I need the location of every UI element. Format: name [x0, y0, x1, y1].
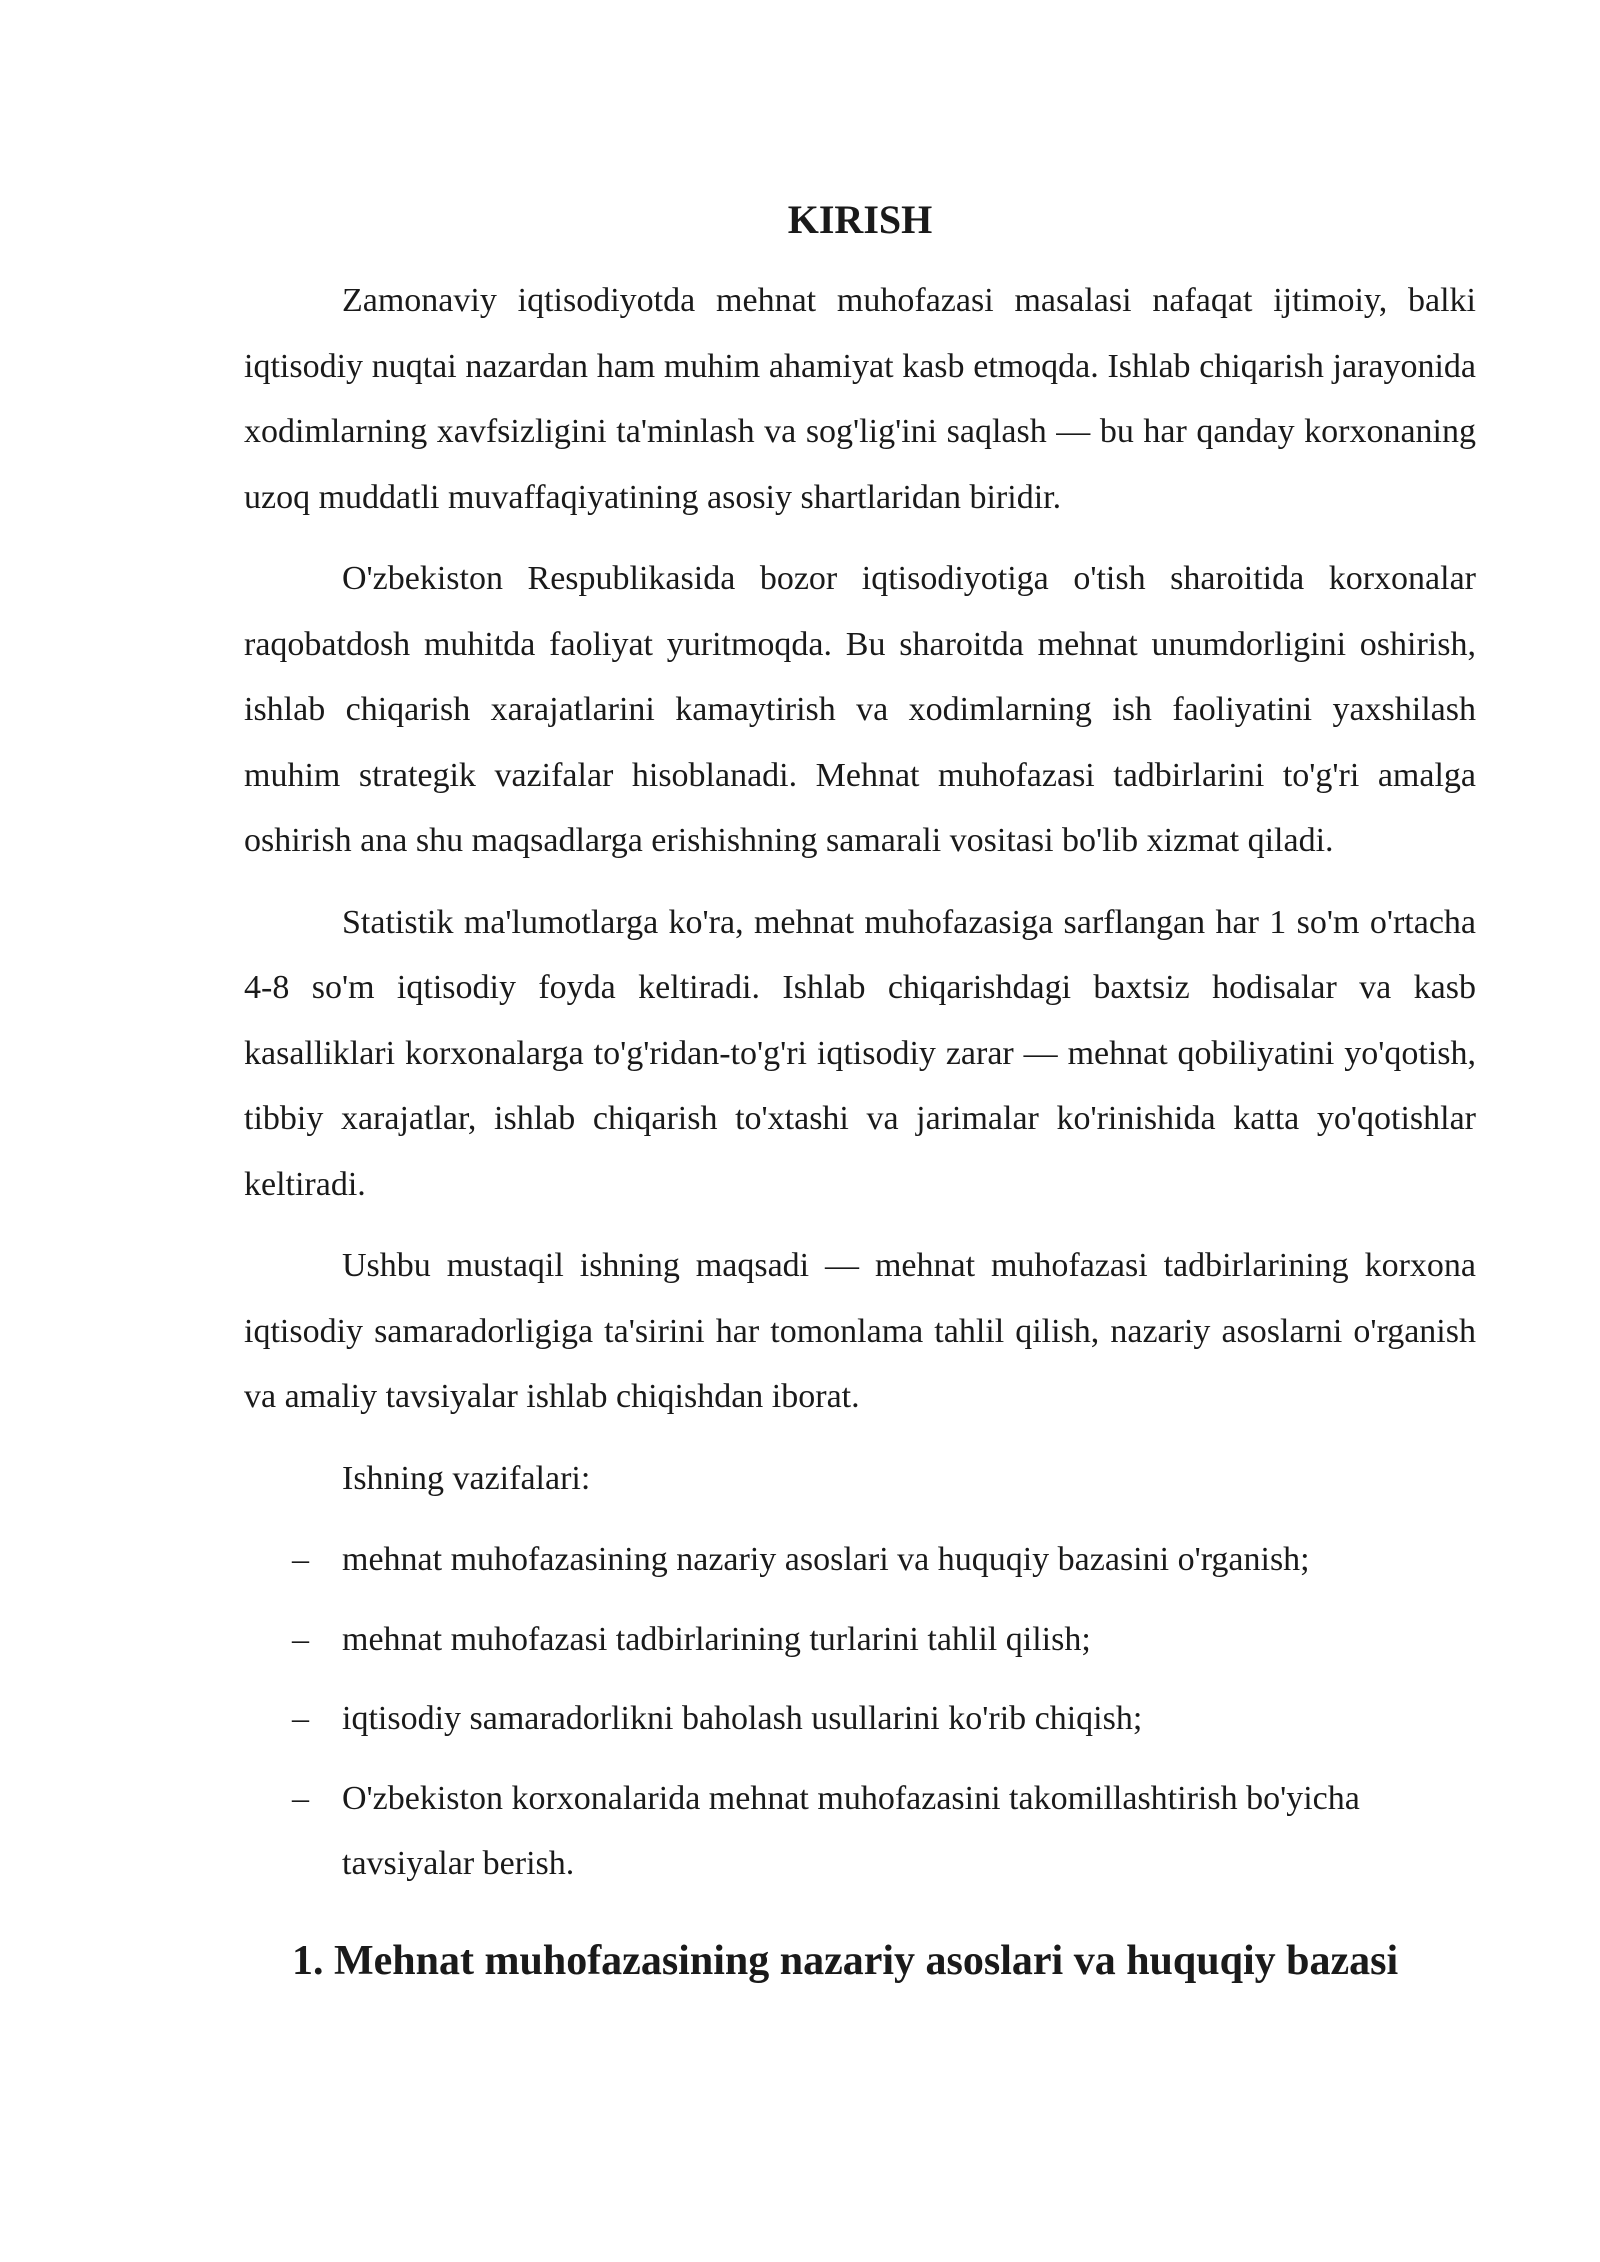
list-dash: – — [292, 1779, 309, 1817]
tasks-intro: Ishning vazifalari: — [342, 1459, 591, 1497]
paragraph-market-economy: O'zbekiston Respublikasida bozor iqtisodiyotiga o'tish sharoitida korxonalar raqobatdosh muhitda faoliyat yuritmoqda. Bu sharoitda mehnat unumdorligini oshirish, ishlab chiqarish xarajatlarini kamaytirish va xodimlarning ish faoliyatini yaxshilash muhim strategik vazifalar hisoblanadi. Mehnat muhofazasi tadbirlarini to'g'ri amalga oshirish ana shu maqsadlarga erishishning samarali vositasi bo'lib xizmat qiladi. — [244, 560, 1476, 859]
list-item-text: iqtisodiy samaradorlikni baholash usullarini ko'rib chiqish; — [342, 1700, 1143, 1737]
document-content — [244, 190, 1476, 1991]
list-item — [244, 1686, 1476, 1752]
list-item-text: O'zbekiston korxonalarida mehnat muhofazasini takomillashtirish bo'yicha tavsiyalar berish. — [342, 1779, 1360, 1882]
tasks-list — [244, 1527, 1476, 1897]
list-item-text: mehnat muhofazasining nazariy asoslari va huquqiy bazasini o'rganish; — [342, 1541, 1310, 1578]
list-dash: – — [292, 1620, 309, 1658]
paragraph-introduction: Zamonaviy iqtisodiyotda mehnat muhofazasi masalasi nafaqat ijtimoiy, balki iqtisodiy nuqtai nazardan ham muhim ahamiyat kasb etmoqda. Ishlab chiqarish jarayonida xodimlarning xavfsizligini ta'minlash va sog'lig'ini saqlash — bu har qanday korxonaning uzoq muddatli muvaffaqiyatining asosiy shartlaridan biridir. — [244, 282, 1476, 516]
paragraph-statistics: Statistik ma'lumotlarga ko'ra, mehnat muhofazasiga sarflangan har 1 so'm o'rtacha 4-8 so'm iqtisodiy foyda keltiradi. Ishlab chiqarishdagi baxtsiz hodisalar va kasb kasalliklari korxonalarga to'g'ridan-to'g'ri iqtisodiy zarar — mehnat qobiliyatini yo'qotish, tibbiy xarajatlar, ishlab chiqarish to'xtashi va jarimalar ko'rinishida katta yo'qotishlar keltiradi. — [244, 903, 1476, 1203]
list-dash: – — [292, 1541, 309, 1578]
list-dash: – — [292, 1700, 309, 1737]
section-heading: 1. Mehnat muhofazasining nazariy asoslari va huquqiy bazasi — [292, 1937, 1399, 1984]
list-item — [244, 1527, 1476, 1593]
list-item — [244, 1766, 1476, 1897]
paragraph-goal: Ushbu mustaqil ishning maqsadi — mehnat muhofazasi tadbirlarining korxona iqtisodiy samaradorligiga ta'sirini har tomonlama tahlil qilish, nazariy asoslarni o'rganish va amaliy tavsiyalar ishlab chiqishdan iborat. — [244, 1247, 1476, 1415]
list-item — [244, 1607, 1476, 1673]
list-item-text: mehnat muhofazasi tadbirlarining turlarini tahlil qilish; — [342, 1620, 1091, 1658]
page-title: KIRISH — [787, 197, 933, 242]
